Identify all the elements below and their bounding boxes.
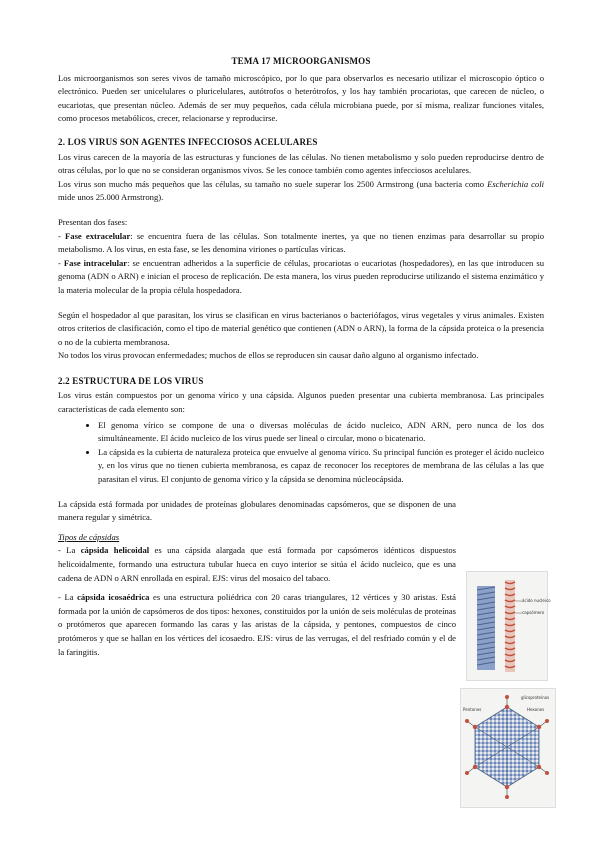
section-2-paragraph-4: No todos los virus provocan enfermedades; muchos de ellos se reproducen sin causar daño alguno al organismo infectado. [58, 350, 479, 361]
phase-label: Fase extracelular [65, 230, 131, 241]
list-item: • El genoma vírico se compone de una o diversas moléculas de ácido nucleico, ADN ARN, pero nunca de los dos simultáneamente. El ácido nucleico de los virus puede ser lineal o circular, mono o bicatenario. [98, 419, 544, 446]
nucleic-acid-helix [505, 580, 515, 672]
species-name: Escherichia coli [487, 178, 544, 189]
capsid-paragraph: La cápsida está formada por unidades de proteínas globulares denominadas capsómeros, que se disponen de una manera regular y simétrica. [58, 498, 456, 523]
capsid-types-heading: Tipos de cápsidas [58, 531, 120, 542]
phase-extracellular: - Fase extracelular: se encuentra fuera de las células. Son totalmente inertes, ya que no tienen enzimas para desarrollar su propio metabolismo. A los virus, en esta fase, se les denomina viriones o partículas víricas. [58, 230, 544, 255]
phase-intracellular: - Fase intracelular: se encuentran adheridos a la superficie de células, procariotas o eucariotas (hospedadores), en las que introducen su genoma (ADN o ARN) e inician el proceso de replicación. De esta manera, los virus pueden reproducirse utilizando el sistema enzimático y la materia molecular de la propia célula hospedadora. [58, 257, 544, 295]
list-item: • La cápsida es la cubierta de naturaleza proteica que envuelve al genoma vírico. Su principal función es proteger el ácido nucleico y, en los virus que no tienen cubierta membranosa, es capaz de reconocer los receptores de membrana de las células a las que parasitan el virus. El conjunto de genoma vírico y la cápsida se denomina núcleocápsida. [98, 446, 544, 487]
icosahedral-capsid-illustration [461, 689, 555, 807]
intro-paragraph: Los microorganismos son seres vivos de tamaño microscópico, por lo que para observarlos es necesario utilizar el microscopio óptico o electrónico. Pueden ser unicelulares o pluricelulares, autótrofos o heterótrofos, y los hay también procariotas, que carecen de núcleo, o eucariotas, que presentan núcleo. Además de ser muy pequeños, cada célula microbiana puede, por sí misma, realizar funciones vitales, como procesos metabólicos, crecer, relacionarse y reproducirse. [58, 72, 544, 124]
fig2-label: Hexones [527, 707, 545, 712]
text-span: es una estructura poliédrica con 20 caras triangulares, 12 vértices y 30 aristas. Está formada por la unión de capsómeros de dos tipos: hexones, constituidos por la unión de seis moléculas de proteínas o protómeros que aparecen formando las caras y las aristas de la cápsida, y pentones, compuestos de cinco protómeros y que se hallan en los vértices del icosaedro. EJS: virus de las verrugas, el del resfriado común y el de la faringitis. [58, 592, 456, 657]
text-span: es una cápsida alargada que está formada por capsómeros idénticos dispuestos helicoidalmente, formando una estructura tubular hueca en cuyo interior se sitúa el ácido nucleico, que es una cadena de ADN o ARN enrollada en espiral. EJS: virus del mosaico del tabaco. [58, 545, 456, 583]
section-2-paragraph-1: Los virus carecen de la mayoría de las estructuras y funciones de las células. No tienen metabolismo y solo pueden reproducirse dentro de otras células, por lo que no se consideran organismos vivos. Se les conoce también como agentes infecciosos acelulares. [58, 151, 544, 176]
icosahedral-capsid-paragraph [58, 591, 456, 659]
fig2-label: Pentones [463, 707, 482, 712]
phases-intro: Presentan dos fases: [58, 216, 128, 227]
structure-list [58, 419, 544, 487]
text-span: mide unos 25.000 Armstrong). [58, 192, 164, 203]
icosahedral-capsid-figure [460, 688, 556, 808]
helical-capsid-illustration [467, 572, 551, 680]
document-page [58, 55, 544, 659]
section-2-2-paragraph-1: Los virus están compuestos por un genoma vírico y una cápsida. Algunos pueden presentar una cubierta membranosa. Las principales características de cada elemento son: [58, 390, 544, 415]
helical-capsid-figure [466, 571, 551, 681]
section-2-2-heading: 2.2 ESTRUCTURA DE LOS VIRUS [58, 375, 204, 386]
fig1-label: capsómero [522, 610, 545, 615]
term: cápsida helicoidal [80, 545, 150, 556]
section-2-heading: 2. LOS VIRUS SON AGENTES INFECCIOSOS ACELULARES [58, 136, 318, 147]
helical-capsid-rod [477, 586, 495, 670]
section-2-paragraph-2 [58, 178, 544, 205]
phase-label: Fase intracelular [63, 257, 128, 268]
fig1-label: ácido nucleico [522, 598, 551, 603]
term: cápsida icosaédrica [77, 592, 150, 603]
section-2-paragraph-3: Según el hospedador al que parasitan, los virus se clasifican en virus bacterianos o bacteriófagos, virus vegetales y virus animales. Existen otros criterios de clasificación, como el tipo de material genético que contienen (ADN o ARN), la forma de la cápsida proteica o la presencia o no de la cubierta membranosa. [58, 309, 544, 347]
text-span: : se encuentran adheridos a la superficie de células, procariotas o eucariotas (hospedadores), en las que introducen su genoma (ADN o ARN) e inician el proceso de replicación. De esta manera, los virus pueden reproducirse utilizando el sistema enzimático y la materia molecular de la propia célula hospedadora. [58, 257, 544, 295]
helical-capsid-paragraph [58, 544, 456, 585]
document-title: TEMA 17 MICROORGANISMOS [231, 56, 371, 66]
text-span: Los virus son mucho más pequeños que las células, su tamaño no suele superar los 2500 Armstrong (una bacteria como [58, 178, 488, 189]
text-span: - La [58, 545, 81, 556]
fig2-label: glicoproteínas [521, 695, 550, 700]
text-span: - La [58, 592, 78, 603]
text-span: : se encuentra fuera de las células. Son totalmente inertes, ya que no tienen enzimas para desarrollar su propio metabolismo. A los virus, en esta fase, se les denomina viriones o partículas víricas. [58, 230, 544, 255]
